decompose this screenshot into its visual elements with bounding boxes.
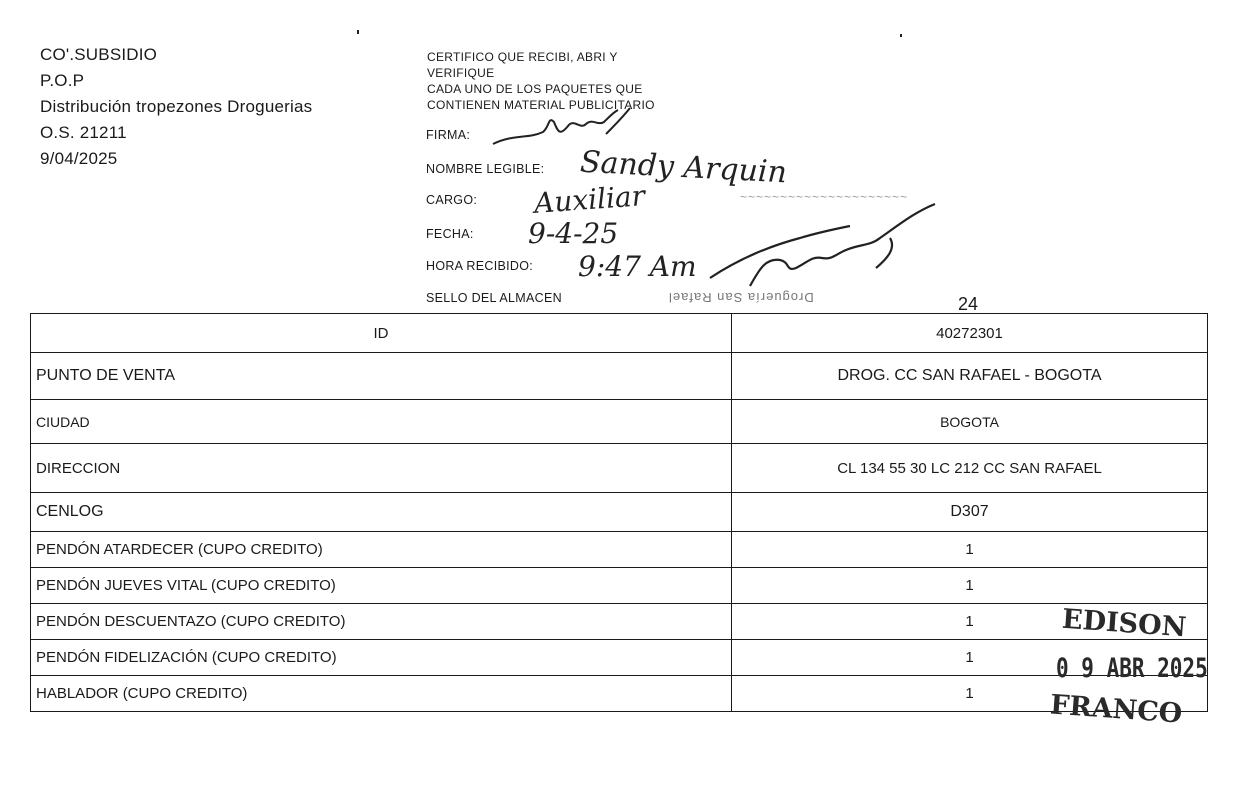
row-value: DROG. CC SAN RAFAEL - BOGOTA (732, 353, 1208, 400)
item-quantity: 1 (732, 604, 1208, 640)
item-label: PENDÓN DESCUENTAZO (CUPO CREDITO) (31, 604, 732, 640)
table-row (31, 400, 1208, 444)
department: P.O.P (40, 71, 85, 90)
cert-line: VERIFIQUE (427, 66, 495, 80)
id-value: 40272301 (732, 314, 1208, 353)
row-label: PUNTO DE VENTA (31, 353, 732, 400)
item-quantity: 1 (732, 676, 1208, 712)
stamp-date: 0 9 ABR 2025 (1056, 653, 1208, 683)
org-name: CO'.SUBSIDIO (40, 45, 158, 64)
table-row-item (31, 568, 1208, 604)
handwritten-cargo: Auxiliar (532, 179, 647, 220)
item-quantity: 1 (732, 568, 1208, 604)
handwritten-hora: 9:47 Am (578, 250, 697, 283)
faint-stamp-lines: ~~~~~~~~~~~~~~~~~~~~~ (740, 190, 909, 204)
table-row-item (31, 640, 1208, 676)
scan-speck (357, 30, 359, 34)
item-label: PENDÓN JUEVES VITAL (CUPO CREDITO) (31, 568, 732, 604)
document-header (40, 42, 312, 172)
table-row (31, 444, 1208, 493)
row-value: D307 (732, 493, 1208, 532)
row-label: CIUDAD (31, 400, 732, 444)
sello-label: SELLO DEL ALMACEN (426, 291, 562, 305)
order-number: O.S. 21211 (40, 123, 127, 142)
cert-line: CONTIENEN MATERIAL PUBLICITARIO (427, 98, 655, 112)
delivery-table (30, 313, 1208, 712)
item-label: HABLADOR (CUPO CREDITO) (31, 676, 732, 712)
table-row-id (31, 314, 1208, 353)
item-label: PENDÓN FIDELIZACIÓN (CUPO CREDITO) (31, 640, 732, 676)
table-row-item (31, 532, 1208, 568)
scan-speck (900, 34, 902, 37)
store-stamp-number: 24 (958, 294, 979, 314)
id-label: ID (31, 314, 732, 353)
table-row (31, 353, 1208, 400)
table-row (31, 493, 1208, 532)
handwritten-fecha: 9-4-25 (528, 217, 619, 250)
document-date: 9/04/2025 (40, 149, 118, 168)
stamp-last-name: FRANCO (1049, 689, 1184, 730)
item-quantity: 1 (732, 640, 1208, 676)
store-stamp-mirrored: Droguería San Rafael (668, 290, 814, 305)
fecha-label: FECHA: (426, 227, 474, 241)
cargo-label: CARGO: (426, 193, 478, 207)
hora-label: HORA RECIBIDO: (426, 259, 533, 273)
cert-line: CADA UNO DE LOS PAQUETES QUE (427, 82, 643, 96)
cert-line: CERTIFICO QUE RECIBI, ABRI Y (427, 50, 618, 64)
row-label: CENLOG (31, 493, 732, 532)
item-label: PENDÓN ATARDECER (CUPO CREDITO) (31, 532, 732, 568)
row-value: CL 134 55 30 LC 212 CC SAN RAFAEL (732, 444, 1208, 493)
stamp-first-name: EDISON (1061, 603, 1188, 644)
handwritten-nombre: Sandy Arquin (579, 144, 788, 191)
row-value: BOGOTA (732, 400, 1208, 444)
item-quantity: 1 (732, 532, 1208, 568)
signature-manager (700, 198, 950, 293)
table-row-item (31, 676, 1208, 712)
firma-label: FIRMA: (426, 128, 471, 142)
table-row-item (31, 604, 1208, 640)
distribution-title: Distribución tropezones Droguerias (40, 97, 313, 116)
row-label: DIRECCION (31, 444, 732, 493)
nombre-label: NOMBRE LEGIBLE: (426, 162, 545, 176)
